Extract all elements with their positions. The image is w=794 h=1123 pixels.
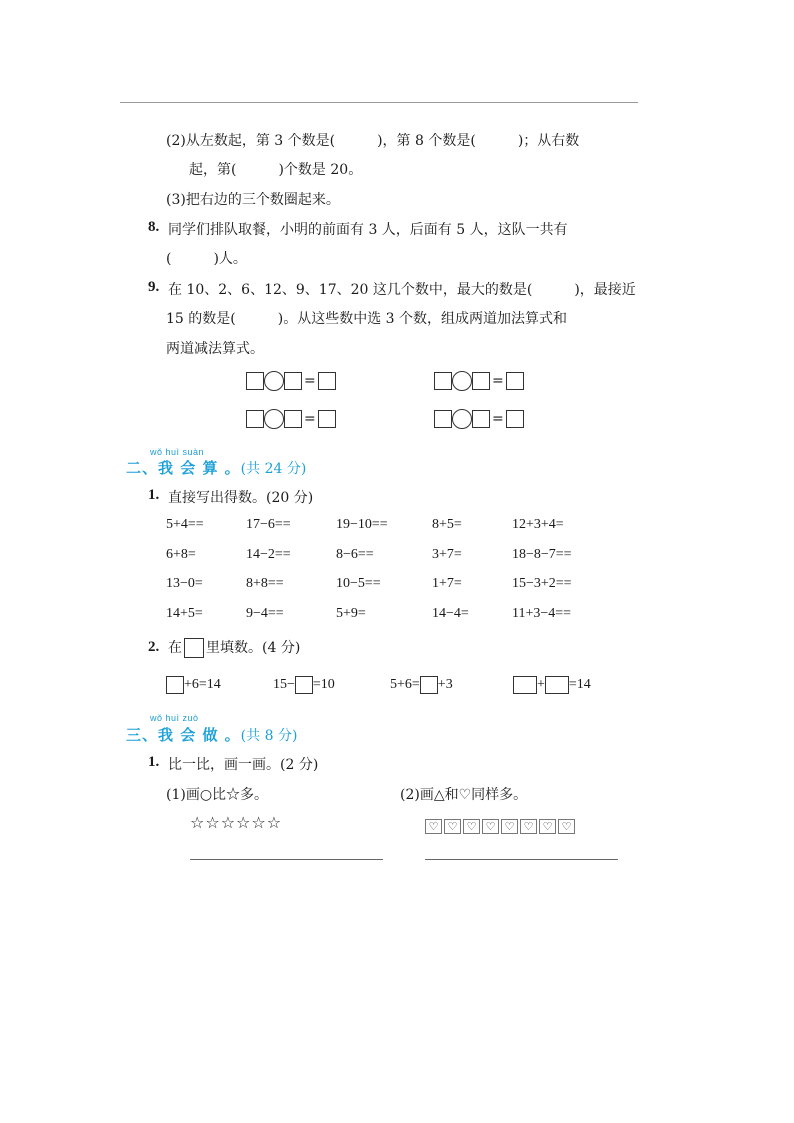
heart-icon: ♡ [520,819,537,834]
q9-line3: 两道减法算式。 [166,341,264,357]
calc-item: 13−0= [166,576,203,591]
q7-line2: 起，第( )个数是 20。 [189,162,363,178]
answer-box[interactable] [472,410,490,428]
s3-p1-title: 比一比，画一画。(2 分) [168,757,319,773]
answer-box[interactable] [434,372,452,390]
hearts-row [425,815,577,834]
fill-item-text: 5+6= [390,677,420,692]
calc-item: 3+7= [432,547,462,562]
header-rule [120,102,638,103]
calc-item: 14+5= [166,606,203,621]
s2-p2-number: 2. [148,639,160,655]
fill-item-text: =14 [568,677,591,692]
q9-line1: 在 10、2、6、12、9、17、20 这几个数中，最大的数是( )，最接近 [168,282,636,298]
answer-box[interactable] [545,676,569,694]
calc-item: 14−2== [246,547,291,562]
section2-score: (共 24 分) [240,461,307,477]
calc-item: 18−8−7== [512,547,572,562]
section3-heading [126,724,297,745]
calc-item: 12+3+4= [512,517,564,532]
answer-line [190,859,383,860]
answer-box[interactable] [472,372,490,390]
q7-line1: (2)从左数起，第 3 个数是( )，第 8 个数是( )；从右数 [166,133,580,149]
answer-box[interactable] [246,372,264,390]
equation-template [246,409,336,429]
fill-item-text: 15− [273,677,295,692]
fill-item-3 [390,676,453,694]
answer-box[interactable] [420,676,438,694]
calc-item: 19−10== [336,517,388,532]
calc-item: 6+8= [166,547,196,562]
heart-icon: ♡ [444,819,461,834]
heart-icon: ♡ [425,819,442,834]
equation-template [434,371,524,391]
answer-box[interactable] [246,410,264,428]
equation-template [434,409,524,429]
heart-icon: ♡ [482,819,499,834]
calc-item: 1+7= [432,576,462,591]
equals-sign: = [304,411,316,427]
heart-icon: ♡ [501,819,518,834]
equals-sign: = [304,373,316,389]
q9-line2: 15 的数是( )。从这些数中选 3 个数，组成两道加法算式和 [166,311,567,327]
section3-score: (共 8 分) [240,728,298,744]
fill-item-1 [166,676,221,694]
stars-row: ☆☆☆☆☆☆ [190,813,283,832]
example-box [184,638,204,658]
calc-item: 17−6== [246,517,291,532]
calc-item: 8−6== [336,547,374,562]
operator-circle[interactable] [452,409,472,429]
calc-item: 5+9= [336,606,366,621]
s2-p2-title-pre: 在 [168,640,182,656]
s2-p1-title: 直接写出得数。(20 分) [168,490,314,506]
s3-left-label: (1)画○比☆多。 [166,787,269,803]
answer-box[interactable] [506,410,524,428]
answer-line [425,859,618,860]
answer-box[interactable] [284,372,302,390]
answer-box[interactable] [513,676,537,694]
calc-item: 5+4== [166,517,204,532]
heart-icon: ♡ [539,819,556,834]
section3-pinyin: wǒ huì zuò [150,713,199,723]
calc-item: 8+8== [246,576,284,591]
equation-template [246,371,336,391]
answer-box[interactable] [318,410,336,428]
fill-item-text: =10 [312,677,335,692]
equals-sign: = [492,411,504,427]
section2-heading [126,457,306,478]
q8-line2: ( )人。 [166,251,247,267]
answer-box[interactable] [506,372,524,390]
calc-item: 15−3+2== [512,576,572,591]
operator-circle[interactable] [452,371,472,391]
heart-icon: ♡ [558,819,575,834]
s2-p2-title [168,638,300,658]
fill-item-text: + [537,677,545,692]
answer-box[interactable] [166,676,184,694]
heart-icon: ♡ [463,819,480,834]
answer-box[interactable] [434,410,452,428]
answer-box[interactable] [318,372,336,390]
s3-p1-number: 1. [148,754,160,770]
calc-item: 10−5== [336,576,381,591]
q7-line3: (3)把右边的三个数圈起来。 [166,192,340,208]
section2-pinyin: wǒ huì suàn [150,447,205,457]
q9-number: 9. [148,279,160,295]
operator-circle[interactable] [264,409,284,429]
q8-line1: 同学们排队取餐，小明的前面有 3 人，后面有 5 人，这队一共有 [168,222,568,238]
s2-p2-title-post: 里填数。(4 分) [206,640,301,656]
calc-item: 11+3−4== [512,606,572,621]
fill-item-text: +3 [437,677,453,692]
fill-item-4 [513,676,591,694]
fill-item-text: +6=14 [184,677,221,692]
calc-item: 9−4== [246,606,284,621]
answer-box[interactable] [284,410,302,428]
fill-item-2 [273,676,335,694]
section3-title: 三、我 会 做 。 [126,726,241,744]
s2-p1-number: 1. [148,487,160,503]
equals-sign: = [492,373,504,389]
q8-number: 8. [148,219,160,235]
operator-circle[interactable] [264,371,284,391]
s3-right-label: (2)画△和♡同样多。 [400,787,528,803]
section2-title: 二、我 会 算 。 [126,459,241,477]
calc-item: 8+5= [432,517,462,532]
answer-box[interactable] [295,676,313,694]
calc-item: 14−4= [432,606,469,621]
